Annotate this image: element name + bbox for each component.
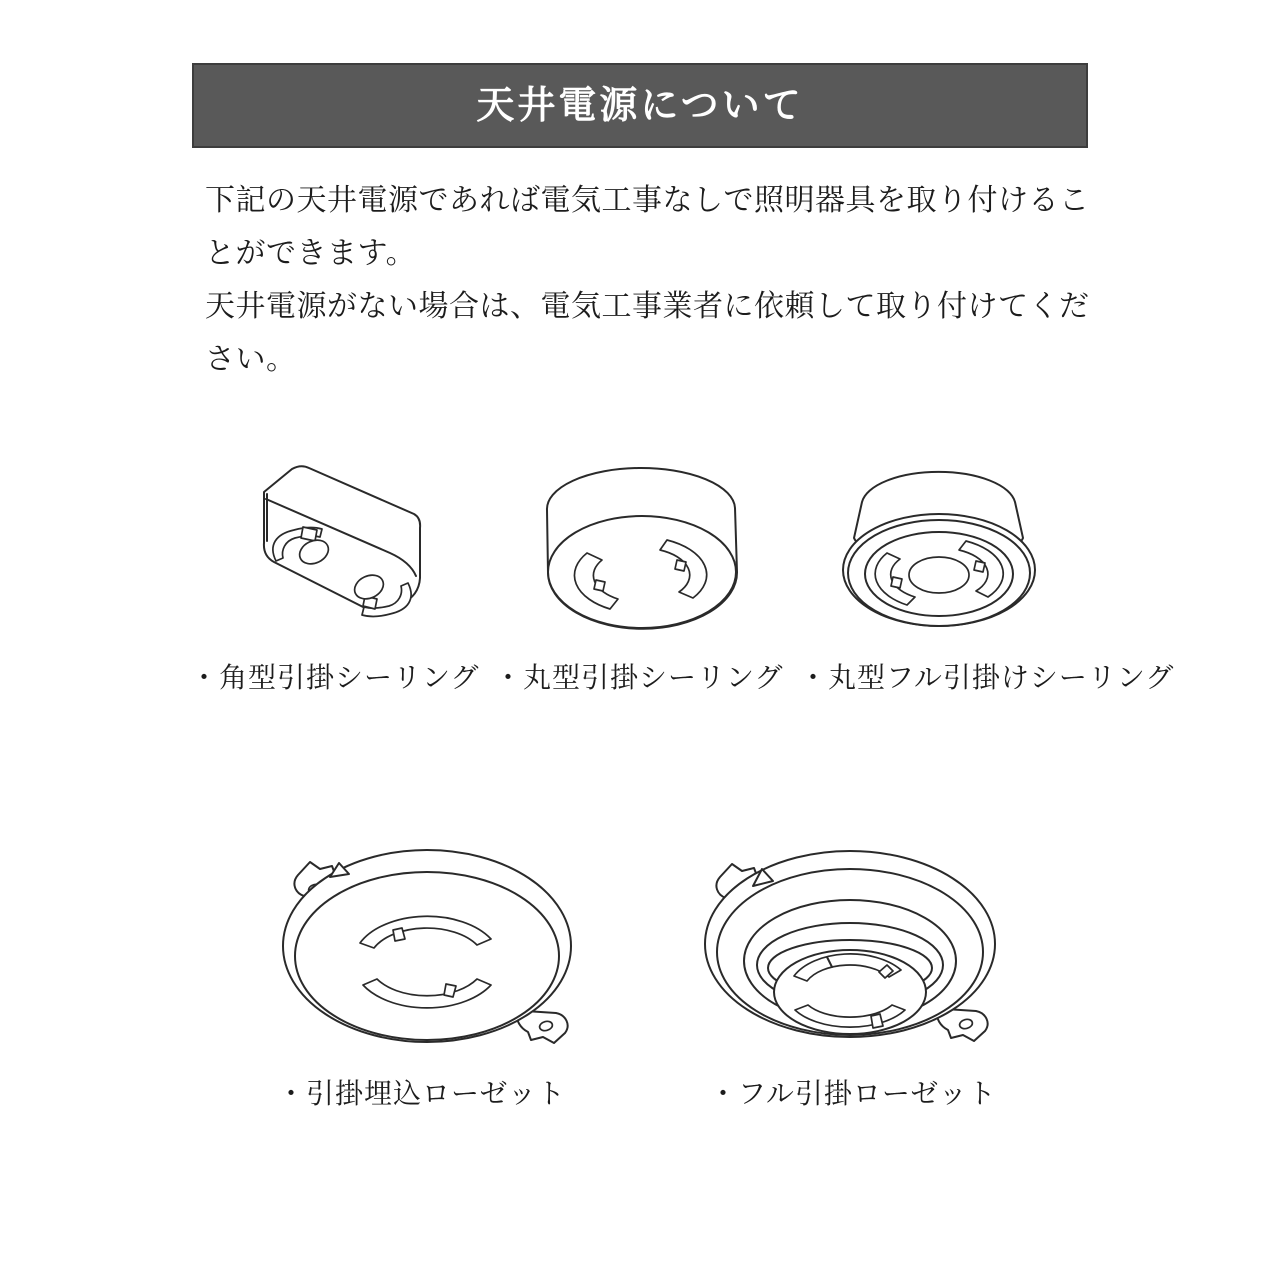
round-full-hook-ceiling-illustration (820, 440, 1080, 640)
title-banner (192, 63, 1088, 148)
socket-body (843, 472, 1035, 626)
intro-line-2: とができます。 (205, 237, 417, 270)
full-hook-rosette-illustration (690, 840, 1010, 1060)
socket-body (547, 468, 737, 629)
square-hook-ceiling-illustration (230, 440, 470, 640)
figure-caption-full-hook-rosette: ・フル引掛ローゼット (709, 1078, 997, 1109)
rosette-disc (283, 850, 571, 1042)
figure-caption-square-hook-ceiling: ・角型引掛シーリング (190, 662, 480, 693)
intro-line-4: さい。 (205, 343, 297, 376)
page-title: 天井電源について (476, 84, 804, 127)
intro-line-3: 天井電源がない場合は、電気工事業者に依頼して取り付けてくだ (205, 290, 1090, 323)
figure-caption-round-full-hook-ceiling: ・丸型フル引掛けシーリング (799, 662, 1175, 693)
figure-caption-hook-embedded-rosette: ・引掛埋込ローゼット (277, 1078, 566, 1109)
intro-line-1: 下記の天井電源であれば電気工事なしで照明器具を取り付けるこ (205, 184, 1090, 217)
intro-text (205, 174, 1105, 386)
round-hook-ceiling-illustration (520, 440, 760, 640)
figure-caption-round-hook-ceiling: ・丸型引掛シーリング (494, 662, 784, 693)
hook-embedded-rosette-illustration (270, 840, 590, 1060)
